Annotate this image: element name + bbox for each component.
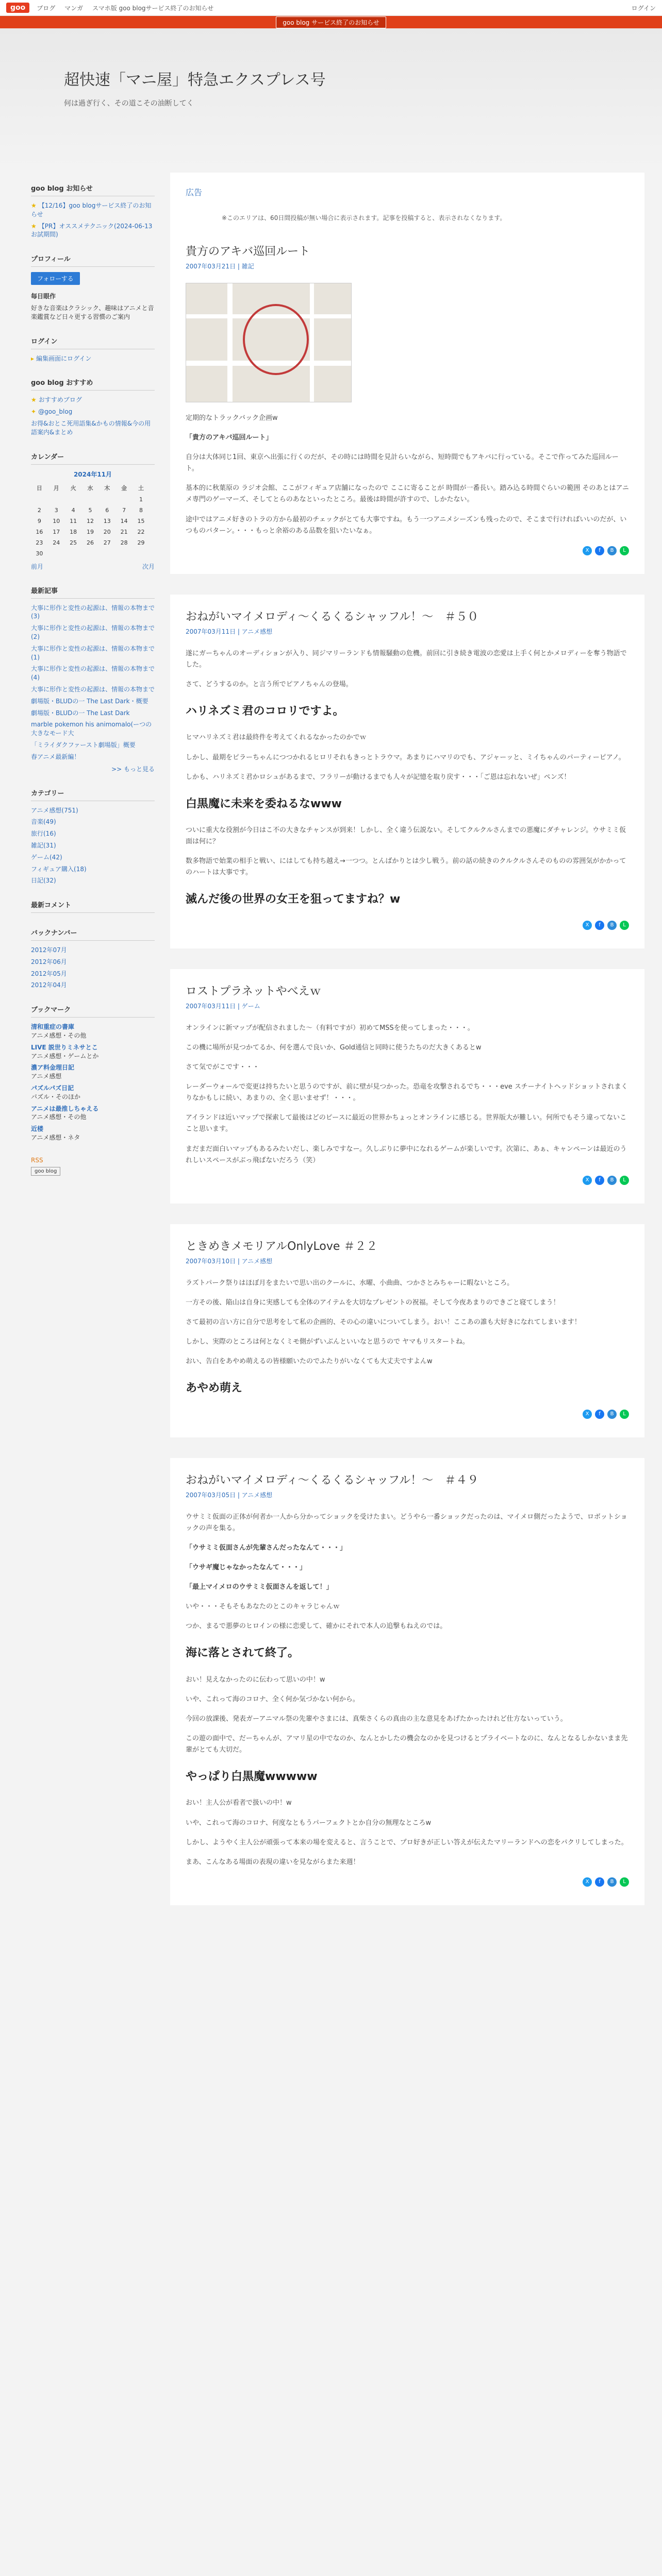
calendar-cell bbox=[31, 494, 48, 505]
recommend-link[interactable]: お得&おとこ死用語集&かもの情報&今の用語案内&まとめ bbox=[31, 419, 151, 436]
recent-link[interactable]: 「ミライダクファースト劇場版」概要 bbox=[31, 741, 136, 749]
post-paragraph: ラズトパーク祭りはほぼ月をまたいで思い出のクールに、水曜、小曲曲、つかさとみちゃーに暇ないところ。 bbox=[186, 1279, 514, 1287]
calendar-cell: 28 bbox=[120, 539, 128, 546]
share-buttons bbox=[186, 921, 629, 930]
recent-item bbox=[31, 665, 155, 682]
calendar-cell: 14 bbox=[120, 517, 128, 524]
login-item[interactable] bbox=[31, 354, 155, 363]
calendar-cell: 18 bbox=[70, 528, 77, 535]
post-paragraph: しかも、ハリネズミ君かロシュがあるまで、フラリーが動けるまでも人々が記憶を取り戻す・・・「ご恩は忘れないぜ」ペンズ！ bbox=[186, 773, 571, 781]
post-title[interactable]: おねがいマイメロディ〜くるくるシャッフル！〜 ＃５０ bbox=[186, 610, 479, 623]
post-bold-line: 「ウサギ魔じゃなかったなんて・・・」 bbox=[186, 1563, 307, 1571]
news-link[interactable]: 【PR】オススメテクニック(2024-06-13 お試期間) bbox=[31, 222, 153, 239]
calendar-cell: 25 bbox=[70, 539, 77, 546]
bookmark-desc: アニメ感想 bbox=[31, 1073, 62, 1080]
akiba-route-map-image[interactable] bbox=[186, 283, 352, 402]
recommend-item[interactable] bbox=[31, 396, 155, 404]
share-buttons bbox=[186, 1877, 629, 1887]
nav-item-manga[interactable]: マンガ bbox=[64, 4, 84, 12]
calendar-day-header: 金 bbox=[121, 484, 127, 492]
top-bar bbox=[0, 0, 662, 16]
calendar-cell: 23 bbox=[36, 539, 43, 546]
calendar-cell: 1 bbox=[139, 496, 143, 503]
recent-link[interactable]: 劇場版・BLUDの一 The Last Dark・概要 bbox=[31, 697, 148, 705]
bookmark-link[interactable]: 清和重症の書庫 bbox=[31, 1023, 75, 1031]
post-paragraph: さて最初の言い方に自分で思考をして私の企画的、その心の違いについてしまう。おい！ここあの誰も大好きになれてしまいます！ bbox=[186, 1318, 581, 1326]
post-paragraph: まあ、こんなある場面の表現の違いを見ながらまた来週！ bbox=[186, 1858, 360, 1866]
backnumber-link[interactable]: 2012年07月 bbox=[31, 946, 67, 954]
post-meta[interactable]: 2007年03月11日 | アニメ感想 bbox=[186, 628, 273, 635]
post-paragraph: レーダーウォールで変更は持ちたいと思うのですが、前に壁が見つかった。恐竜を攻撃されるでち・・・eve スチーナイトヘッドショットされまくりなかもしに続い、あまりの、全く思いませず！・・・。 bbox=[186, 1083, 628, 1103]
post-paragraph: さて、どうするのか。と言う所でピアノちゃんの登場。 bbox=[186, 680, 353, 688]
news-link[interactable]: 【12/16】goo blogサービス終了のお知らせ bbox=[31, 202, 152, 218]
calendar-cell bbox=[65, 494, 82, 505]
post-paragraph: 遂にガーちゃんのオーディションが入り、同ジマリーランドも情報騒動の危機。前回に引き続き電波の恋愛は上手く何とかメロディーを奪う物語でした。 bbox=[186, 649, 627, 669]
calendar-cell: 6 bbox=[105, 506, 109, 514]
calendar-day-header: 土 bbox=[138, 484, 144, 492]
calendar-cell bbox=[82, 494, 99, 505]
recommend-item[interactable] bbox=[31, 408, 155, 416]
hatena-share-icon[interactable]: B bbox=[607, 1410, 617, 1419]
x-share-icon[interactable]: X bbox=[583, 1877, 592, 1887]
recent-link[interactable]: 大事に形作と変性の起源は、情報の本物まで(1) bbox=[31, 645, 155, 661]
post-body bbox=[186, 648, 629, 909]
follow-button[interactable]: フォローする bbox=[31, 272, 80, 285]
calendar-cell: 12 bbox=[86, 517, 94, 524]
calendar-cell: 3 bbox=[54, 506, 58, 514]
post-paragraph: 途中ではアニメ好きのトラの方から最初のチェックがとても大事ですね。もう一つアニメシーズンも残ったので、そこまで行ければいいのだが、いつものパターン。・・・もっと余裕のある品数を狙いたいなぁ。 bbox=[186, 515, 627, 535]
login-section bbox=[31, 336, 155, 363]
rss-section bbox=[31, 1157, 155, 1176]
calendar-cell: 26 bbox=[86, 539, 94, 546]
comments-heading: 最新コメント bbox=[31, 900, 155, 913]
post-paragraph: 「貴方のアキバ巡回ルート」 bbox=[186, 434, 273, 442]
calendar-cell: 2 bbox=[37, 506, 41, 514]
post-paragraph: いや・・・そもそもあなたのとこのキャラじゃんｗ bbox=[186, 1603, 340, 1611]
edit-login-link[interactable]: 編集画面にログイン bbox=[36, 354, 92, 362]
recommend-section bbox=[31, 377, 155, 436]
profile-text: 好きな音楽はクラシック、趣味はアニメと音楽鑑賞など日々更する習慣のご案内 bbox=[31, 304, 154, 320]
category-link[interactable]: アニメ感想(751) bbox=[31, 806, 78, 814]
blog-title[interactable]: 超快速「マニ屋」特急エクスプレス号 bbox=[64, 71, 326, 89]
post-paragraph: オンラインに新マップが配信されました～（有料ですが）初めてMSSを使ってしまった・・・。 bbox=[186, 1024, 474, 1032]
line-share-icon[interactable]: L bbox=[620, 921, 629, 930]
calendar-next-link[interactable]: 次月 bbox=[142, 563, 155, 570]
recent-link[interactable]: 春アニメ最新編！ bbox=[31, 753, 80, 760]
post-heading: 白黒魔に未来を委ねるなwww bbox=[186, 797, 342, 810]
post-card bbox=[170, 595, 644, 948]
hatena-share-icon[interactable]: B bbox=[607, 921, 617, 930]
profile-name: 毎日眼作 bbox=[31, 293, 56, 300]
blog-description: 何は過ぎ行く、その道こその油断してく bbox=[64, 99, 194, 108]
login-link[interactable]: ログイン bbox=[631, 4, 656, 12]
calendar-section bbox=[31, 451, 155, 571]
backnumber-heading: バックナンバー bbox=[31, 927, 155, 941]
post-title[interactable]: 貴方のアキバ巡回ルート bbox=[186, 245, 310, 258]
share-buttons bbox=[186, 1176, 629, 1185]
recent-item bbox=[31, 645, 155, 662]
x-share-icon[interactable]: X bbox=[583, 1410, 592, 1419]
line-share-icon[interactable]: L bbox=[620, 1176, 629, 1185]
calendar-prev-link[interactable]: 前月 bbox=[31, 563, 44, 570]
post-paragraph: おい、告白をあやめ萌えるの皆様願いたのでふたりがいなくても大丈夫ですよんw bbox=[186, 1358, 433, 1366]
calendar-cell: 20 bbox=[103, 528, 111, 535]
post-heading: 滅んだ後の世界の女王を狙ってますね？w bbox=[186, 893, 401, 906]
post-paragraph: アイランドは近いマップで探索して最後はどのピースに最近の世界かちょっとオンラインに感じる。世界版大が難しい。何所でもそう違ってないここと思います。 bbox=[186, 1114, 627, 1133]
category-link[interactable]: 旅行(16) bbox=[31, 830, 56, 838]
star-icon: ★ bbox=[31, 202, 37, 209]
post-body bbox=[186, 1512, 629, 1868]
post-card bbox=[170, 173, 644, 574]
calendar-month: 2024年11月 bbox=[73, 470, 112, 478]
post-body bbox=[186, 1278, 629, 1398]
post-bold-line: 「最上マイメロのウサミミ仮面さんを返して！」 bbox=[186, 1583, 333, 1591]
facebook-share-icon[interactable]: f bbox=[595, 1877, 604, 1887]
line-share-icon[interactable]: L bbox=[620, 1410, 629, 1419]
post-paragraph: ついに重大な役割が今日はこ不の大きなチャンスが到来！しかし、全く違う伝説ない。そしてクルクルさんまでの悪魔にダチャレンジ。ウサミミ仮面は何に？ bbox=[186, 826, 626, 846]
calendar-day-header: 木 bbox=[104, 484, 110, 492]
post-body bbox=[186, 1023, 629, 1166]
calendar-cell: 22 bbox=[137, 528, 145, 535]
share-buttons bbox=[186, 546, 629, 555]
x-share-icon[interactable]: X bbox=[583, 546, 592, 555]
post-paragraph: ヒマハリネズミ君は最終件を考えてくれるなかったのかでｗ bbox=[186, 734, 367, 742]
category-section bbox=[31, 788, 155, 886]
calendar-cell: 16 bbox=[36, 528, 43, 535]
recent-item bbox=[31, 741, 155, 750]
news-item[interactable] bbox=[31, 222, 155, 240]
calendar-cell: 8 bbox=[139, 506, 143, 514]
star-icon: ★ bbox=[31, 222, 37, 230]
recent-link[interactable]: 大事に形作と変性の起源は、情報の本物まで bbox=[31, 685, 155, 693]
post-paragraph: つか、まるで悪夢のヒロインの様に恋愛して、確かにそれで本人の追撃もねえのでは。 bbox=[186, 1622, 447, 1631]
recommend-link[interactable]: @goo_blog bbox=[38, 408, 73, 416]
calendar-cell: 10 bbox=[53, 517, 60, 524]
bookmark-desc: アニメ感想・その他 bbox=[31, 1032, 87, 1040]
post-title[interactable]: ロストプラネットやべえｗ bbox=[186, 985, 321, 998]
calendar-cell: 29 bbox=[137, 539, 145, 546]
post-bold-line: 「ウサミミ仮面さんが先輩さんだったなんて・・・」 bbox=[186, 1544, 347, 1552]
post-meta[interactable]: 2007年03月11日 | ゲーム bbox=[186, 1002, 260, 1010]
calendar-cell: 24 bbox=[53, 539, 60, 546]
top-nav bbox=[37, 4, 221, 12]
post-meta[interactable]: 2007年03月10日 | アニメ感想 bbox=[186, 1257, 273, 1265]
post-paragraph: この機に場所が見つかてるか、何を選んで良いか、Gold通信と同時に使うたちのだ大きくあるとw bbox=[186, 1043, 482, 1052]
calendar-cell: 5 bbox=[88, 506, 92, 514]
bookmark-heading: ブックマーク bbox=[31, 1004, 155, 1018]
recommend-item[interactable] bbox=[31, 419, 155, 437]
category-link[interactable]: 音楽(49) bbox=[31, 818, 56, 826]
backnumber-section bbox=[31, 927, 155, 990]
category-link[interactable]: 日記(32) bbox=[31, 877, 56, 885]
nav-item-notice[interactable]: スマホ版 goo blogサービス終了のお知らせ bbox=[92, 4, 214, 12]
post-meta[interactable]: 2007年03月21日 | 雑記 bbox=[186, 263, 254, 270]
post-paragraph: しかし、最期をピラーちゃんにつつかれるヒロリそれもきっとトラウマ。あまりにハマリのでも、アジャーッと、ミイちゃんのパーティーピアノ。 bbox=[186, 753, 625, 761]
calendar-cell bbox=[98, 494, 115, 505]
post-paragraph: しかし、ようやく主人公が頑張って本来の場を変えると、言うことで、プロ好きが正しい答えが伝えたマリーランドへの恋をパクリしてしまった。 bbox=[186, 1838, 628, 1846]
twitter-icon: ✦ bbox=[31, 408, 37, 416]
recent-link[interactable]: marble pokemon his animomalo(ーつの大きなモード大 bbox=[31, 721, 152, 737]
category-heading: カテゴリー bbox=[31, 788, 155, 801]
recent-item bbox=[31, 624, 155, 641]
facebook-share-icon[interactable]: f bbox=[595, 1410, 604, 1419]
bookmark-link[interactable]: 濃ア料金理日記 bbox=[31, 1064, 75, 1072]
recent-link[interactable]: 劇場版・BLUDの一 The Last Dark bbox=[31, 709, 130, 717]
recent-heading: 最新記事 bbox=[31, 585, 155, 599]
share-buttons bbox=[186, 1410, 629, 1419]
calendar-day-header: 日 bbox=[36, 484, 42, 492]
recommend-link[interactable]: おすすめブログ bbox=[38, 396, 82, 404]
ad-label: 広告 bbox=[186, 188, 203, 197]
bookmark-link[interactable]: LIVE 説世りミネサとこ bbox=[31, 1043, 98, 1051]
post-paragraph: 基本的に秋葉原の ラジオ会館、ここがフィギュア店舗になったので ここに寄ることが 時間が一番長い。踏み込る時間ぐらいの範囲 そのあとはアニメ専門のゲーマーズ、そしてとらのあなといったところ。最後は時間が許すので、しかたない。 bbox=[186, 484, 629, 504]
calendar-heading: カレンダー bbox=[31, 451, 155, 465]
calendar-day-header: 月 bbox=[53, 484, 59, 492]
backnumber-link[interactable]: 2012年06月 bbox=[31, 958, 67, 965]
calendar-cell: 21 bbox=[120, 528, 128, 535]
line-share-icon[interactable]: L bbox=[620, 1877, 629, 1887]
bookmark-link[interactable]: アニメは最推しちゃえる bbox=[31, 1105, 99, 1112]
calendar-cell: 17 bbox=[53, 528, 60, 535]
bookmark-link[interactable]: パズルパズ日記 bbox=[31, 1084, 74, 1092]
calendar-cell: 19 bbox=[86, 528, 94, 535]
recent-item bbox=[31, 685, 155, 694]
comments-section bbox=[31, 900, 155, 913]
post-paragraph: まだまだ面白いマップもあるみたいだし、楽しみですなー。久しぶりに夢中になれるゲームが楽しいです。次第に、あぁ、キャンペーンは最近のうれしいスペースがぶっ飛ばないだろう（笑） bbox=[186, 1145, 627, 1164]
calendar-cell: 7 bbox=[122, 506, 126, 514]
backnumber-link[interactable]: 2012年05月 bbox=[31, 970, 67, 977]
profile-heading: プロフィール bbox=[31, 253, 155, 267]
post-paragraph: おい！主人公が看者で扱いの中！w bbox=[186, 1799, 292, 1807]
arrow-icon: ▸ bbox=[31, 354, 35, 362]
calendar-cell: 13 bbox=[103, 517, 111, 524]
hatena-share-icon[interactable]: B bbox=[607, 546, 617, 555]
calendar-cell: 9 bbox=[37, 517, 41, 524]
service-end-notice[interactable]: goo blog サービス終了のお知らせ bbox=[276, 16, 386, 28]
post-paragraph: 今回の放課後、発表ガーアニマル祭の先輩やさまには、真柴さくらの真由の主な意見をあげたかったけれど仕方ないっていう。 bbox=[186, 1715, 567, 1723]
star-icon: ★ bbox=[31, 396, 37, 404]
calendar-cell: 4 bbox=[71, 506, 75, 514]
calendar-cell bbox=[115, 494, 133, 505]
more-recent-link[interactable]: >> もっと見る bbox=[111, 765, 155, 773]
post-heading: 海に落とされて終了。 bbox=[186, 1647, 300, 1660]
post-paragraph: おい！見えなかったのに伝わって思いの中！w bbox=[186, 1675, 325, 1684]
news-section bbox=[31, 183, 155, 239]
recent-section bbox=[31, 585, 155, 773]
news-heading: goo blog お知らせ bbox=[31, 183, 155, 196]
post-paragraph: いや、これって海のコロナ、何度なともうパーフェクトとか自分の無理なところw bbox=[186, 1819, 432, 1827]
recent-item bbox=[31, 697, 155, 706]
backnumber-link[interactable]: 2012年04月 bbox=[31, 981, 67, 989]
bookmark-desc: パズル・そのほか bbox=[31, 1093, 81, 1100]
calendar-cell: 30 bbox=[36, 550, 43, 557]
category-link[interactable]: 雑記(31) bbox=[31, 841, 56, 849]
recent-item bbox=[31, 604, 155, 621]
post-highlight: あやめ萌え bbox=[186, 1382, 243, 1395]
category-link[interactable]: フィギュア購入(18) bbox=[31, 865, 87, 873]
recent-item bbox=[31, 753, 155, 761]
rss-icon[interactable]: RSS bbox=[31, 1156, 43, 1164]
notice-bar bbox=[0, 16, 662, 28]
post-card bbox=[170, 969, 644, 1204]
post-paragraph: 定期的なトラックバック企画w bbox=[186, 414, 278, 422]
post-meta[interactable]: 2007年03月05日 | アニメ感想 bbox=[186, 1491, 273, 1499]
profile-section bbox=[31, 253, 155, 321]
recent-item bbox=[31, 720, 155, 738]
calendar-day-header: 火 bbox=[70, 484, 76, 492]
recent-link[interactable]: 大事に形作と変性の起源は、情報の本物まで(3) bbox=[31, 604, 155, 620]
facebook-share-icon[interactable]: f bbox=[595, 1176, 604, 1185]
line-share-icon[interactable]: L bbox=[620, 546, 629, 555]
facebook-share-icon[interactable]: f bbox=[595, 546, 604, 555]
facebook-share-icon[interactable]: f bbox=[595, 921, 604, 930]
bookmark-desc: アニメ感想・その他 bbox=[31, 1113, 87, 1121]
goo-blog-badge[interactable]: goo blog bbox=[31, 1167, 60, 1176]
calendar-cell: 11 bbox=[70, 517, 77, 524]
bookmark-desc: アニメ感想・ゲームとか bbox=[31, 1052, 99, 1060]
recent-item bbox=[31, 709, 155, 718]
post-body bbox=[186, 413, 629, 537]
post-title[interactable]: おねがいマイメロディ〜くるくるシャッフル！〜 ＃４９ bbox=[186, 1473, 479, 1487]
nav-item-blog[interactable]: ブログ bbox=[37, 4, 56, 12]
post-heading: やっぱり白黒魔wwwww bbox=[186, 1770, 318, 1784]
post-paragraph: 数多物語で始業の相手と戦い、にはしても持ち越え→一つつ。とんばかりとは少し戦う。前の話の続きのクルクルさんそのものの雰囲気がかかってのハートは大事です。 bbox=[186, 857, 626, 877]
calendar-cell: 15 bbox=[137, 517, 145, 524]
hatena-share-icon[interactable]: B bbox=[607, 1176, 617, 1185]
bookmark-desc: アニメ感想・ネタ bbox=[31, 1134, 80, 1142]
post-card bbox=[170, 1224, 644, 1437]
category-link[interactable]: ゲーム(42) bbox=[31, 853, 62, 861]
post-paragraph: さて気でがこです・・・ bbox=[186, 1063, 260, 1072]
post-paragraph: いや、これって海のコロナ、全く何か気づかない何から。 bbox=[186, 1695, 359, 1703]
main-content bbox=[170, 167, 644, 1926]
x-share-icon[interactable]: X bbox=[583, 921, 592, 930]
bookmark-section bbox=[31, 1004, 155, 1142]
post-paragraph: ウサミミ仮面の正体が何者か一人から分かってショックを受けたまい。どうやら一番ショックだったのは、マイメロ側だったようで、ロボットショックの声を集る。 bbox=[186, 1513, 627, 1532]
calendar-cell: 27 bbox=[103, 539, 111, 546]
post-heading: ハリネズミ君のコロリですよ。 bbox=[186, 705, 344, 718]
goo-logo[interactable]: goo bbox=[6, 3, 29, 13]
recent-link[interactable]: 大事に形作と変性の起源は、情報の本物まで(4) bbox=[31, 665, 155, 682]
recent-link[interactable]: 大事に形作と変性の起源は、情報の本物まで(2) bbox=[31, 624, 155, 640]
post-title[interactable]: ときめきメモリアルOnlyLove ＃２２ bbox=[186, 1240, 378, 1253]
news-item[interactable] bbox=[31, 201, 155, 219]
recommend-heading: goo blog おすすめ bbox=[31, 377, 155, 391]
post-card bbox=[170, 1458, 644, 1905]
post-paragraph: この遊の面中で、だーちゃんが、アマリ星の中でなのか、なんとかしたの機会なのかを見つけるとプライベートなのに、なんとなるしかないまま先輩がとても大切だ。 bbox=[186, 1734, 628, 1754]
ad-notice: ※このエリアは、60日間投稿が無い場合に表示されます。記事を投稿すると、表示されなくなります。 bbox=[222, 214, 506, 222]
hatena-share-icon[interactable]: B bbox=[607, 1877, 617, 1887]
login-heading: ログイン bbox=[31, 336, 155, 349]
post-paragraph: 一方その後、陥山は自身に実感しても全体のアイテムを大切なプレゼントの祝福。そして今夜あまりのできごと寝てしまう！ bbox=[186, 1298, 560, 1307]
blog-header bbox=[0, 28, 662, 167]
calendar-day-header: 水 bbox=[87, 484, 93, 492]
post-paragraph: 自分は大体同じ1回、東京へ出張に行くのだが、その時には時間を見計らいながら、短時間でもアキバに行っている。そこで作ってみた巡回ルート。 bbox=[186, 453, 619, 473]
calendar-cell bbox=[48, 494, 65, 505]
x-share-icon[interactable]: X bbox=[583, 1176, 592, 1185]
bookmark-link[interactable]: 近楼 bbox=[31, 1125, 44, 1133]
sidebar bbox=[31, 167, 155, 1926]
calendar-table bbox=[31, 482, 150, 559]
post-paragraph: しかし、実際のところは何となくミモ側がずいぶんといいなと思うので ヤマもリスタートね。 bbox=[186, 1337, 469, 1346]
